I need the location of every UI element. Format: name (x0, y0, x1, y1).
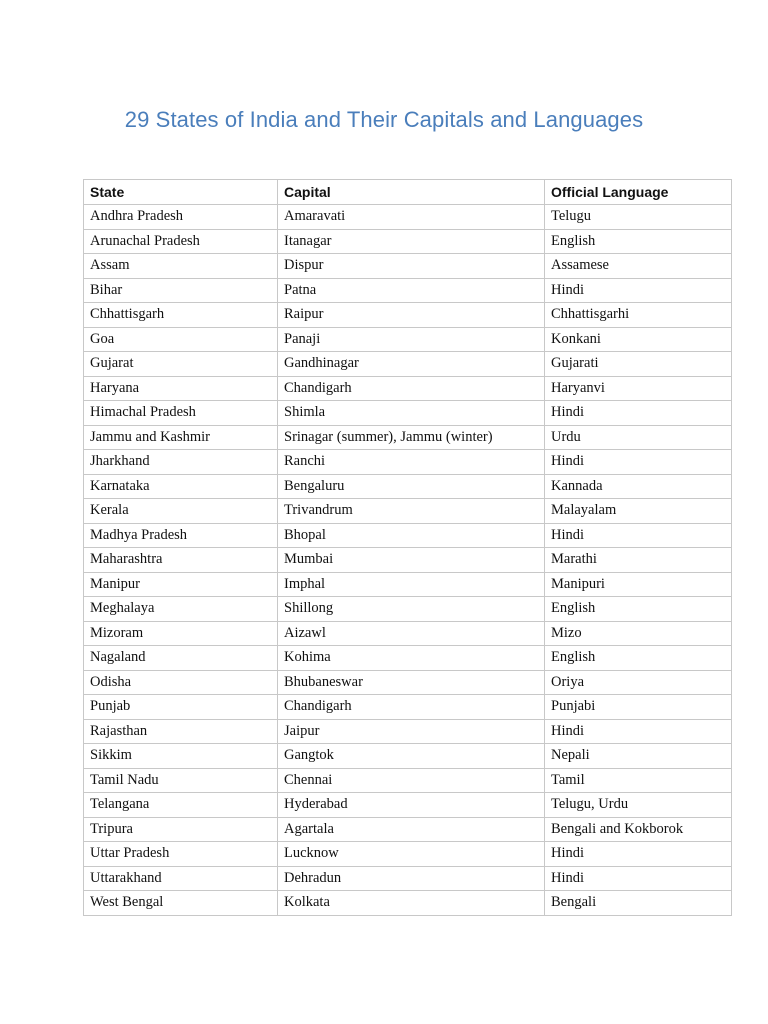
capital-cell: Ranchi (278, 450, 545, 475)
state-cell: Sikkim (84, 744, 278, 769)
table-row (84, 695, 732, 720)
language-cell: Hindi (545, 401, 732, 426)
table-row (84, 499, 732, 524)
language-cell: Manipuri (545, 572, 732, 597)
state-cell: Rajasthan (84, 719, 278, 744)
language-cell: Chhattisgarhi (545, 303, 732, 328)
capital-cell: Raipur (278, 303, 545, 328)
table-row (84, 866, 732, 891)
language-cell: Hindi (545, 523, 732, 548)
capital-cell: Trivandrum (278, 499, 545, 524)
capital-cell: Gangtok (278, 744, 545, 769)
state-cell: Himachal Pradesh (84, 401, 278, 426)
language-cell: Hindi (545, 719, 732, 744)
language-cell: Oriya (545, 670, 732, 695)
language-cell: Kannada (545, 474, 732, 499)
language-cell: Marathi (545, 548, 732, 573)
header-official-language: Official Language (545, 180, 732, 205)
table-header-row (84, 180, 732, 205)
table-row (84, 646, 732, 671)
capital-cell: Imphal (278, 572, 545, 597)
table-row (84, 621, 732, 646)
language-cell: Bengali and Kokborok (545, 817, 732, 842)
table-row (84, 474, 732, 499)
capital-cell: Bengaluru (278, 474, 545, 499)
state-cell: Kerala (84, 499, 278, 524)
capital-cell: Bhubaneswar (278, 670, 545, 695)
states-table-body (84, 205, 732, 916)
capital-cell: Panaji (278, 327, 545, 352)
capital-cell: Chandigarh (278, 376, 545, 401)
state-cell: Andhra Pradesh (84, 205, 278, 230)
capital-cell: Lucknow (278, 842, 545, 867)
language-cell: Malayalam (545, 499, 732, 524)
state-cell: Chhattisgarh (84, 303, 278, 328)
language-cell: Telugu, Urdu (545, 793, 732, 818)
state-cell: Goa (84, 327, 278, 352)
table-row (84, 278, 732, 303)
table-row (84, 719, 732, 744)
capital-cell: Hyderabad (278, 793, 545, 818)
table-row (84, 793, 732, 818)
state-cell: Bihar (84, 278, 278, 303)
state-cell: Nagaland (84, 646, 278, 671)
state-cell: Karnataka (84, 474, 278, 499)
table-row (84, 548, 732, 573)
capital-cell: Aizawl (278, 621, 545, 646)
language-cell: English (545, 229, 732, 254)
capital-cell: Dispur (278, 254, 545, 279)
capital-cell: Jaipur (278, 719, 545, 744)
state-cell: Jharkhand (84, 450, 278, 475)
state-cell: Jammu and Kashmir (84, 425, 278, 450)
table-row (84, 572, 732, 597)
table-row (84, 891, 732, 916)
capital-cell: Kohima (278, 646, 545, 671)
state-cell: Haryana (84, 376, 278, 401)
capital-cell: Kolkata (278, 891, 545, 916)
state-cell: Manipur (84, 572, 278, 597)
states-table (83, 179, 732, 916)
state-cell: Tripura (84, 817, 278, 842)
page-title: 29 States of India and Their Capitals and Languages (124, 107, 644, 132)
capital-cell: Patna (278, 278, 545, 303)
language-cell: Telugu (545, 205, 732, 230)
table-row (84, 670, 732, 695)
language-cell: Hindi (545, 450, 732, 475)
state-cell: Assam (84, 254, 278, 279)
capital-cell: Itanagar (278, 229, 545, 254)
state-cell: Arunachal Pradesh (84, 229, 278, 254)
language-cell: Hindi (545, 842, 732, 867)
language-cell: English (545, 646, 732, 671)
state-cell: Mizoram (84, 621, 278, 646)
language-cell: Punjabi (545, 695, 732, 720)
table-row (84, 327, 732, 352)
capital-cell: Shimla (278, 401, 545, 426)
table-row (84, 352, 732, 377)
language-cell: Mizo (545, 621, 732, 646)
capital-cell: Chennai (278, 768, 545, 793)
header-capital: Capital (278, 180, 545, 205)
language-cell: Haryanvi (545, 376, 732, 401)
language-cell: Gujarati (545, 352, 732, 377)
state-cell: Gujarat (84, 352, 278, 377)
state-cell: Maharashtra (84, 548, 278, 573)
language-cell: Nepali (545, 744, 732, 769)
language-cell: Urdu (545, 425, 732, 450)
table-row (84, 744, 732, 769)
table-row (84, 523, 732, 548)
capital-cell: Dehradun (278, 866, 545, 891)
capital-cell: Gandhinagar (278, 352, 545, 377)
state-cell: Madhya Pradesh (84, 523, 278, 548)
capital-cell: Chandigarh (278, 695, 545, 720)
capital-cell: Srinagar (summer), Jammu (winter) (278, 425, 545, 450)
language-cell: Assamese (545, 254, 732, 279)
language-cell: Bengali (545, 891, 732, 916)
table-row (84, 376, 732, 401)
header-state: State (84, 180, 278, 205)
table-row (84, 401, 732, 426)
state-cell: Meghalaya (84, 597, 278, 622)
table-row (84, 229, 732, 254)
capital-cell: Mumbai (278, 548, 545, 573)
language-cell: Tamil (545, 768, 732, 793)
table-row (84, 597, 732, 622)
state-cell: Uttarakhand (84, 866, 278, 891)
table-row (84, 450, 732, 475)
table-row (84, 768, 732, 793)
table-row (84, 303, 732, 328)
capital-cell: Amaravati (278, 205, 545, 230)
state-cell: West Bengal (84, 891, 278, 916)
table-row (84, 205, 732, 230)
language-cell: Hindi (545, 278, 732, 303)
state-cell: Punjab (84, 695, 278, 720)
state-cell: Uttar Pradesh (84, 842, 278, 867)
state-cell: Tamil Nadu (84, 768, 278, 793)
capital-cell: Agartala (278, 817, 545, 842)
table-row (84, 254, 732, 279)
language-cell: English (545, 597, 732, 622)
language-cell: Hindi (545, 866, 732, 891)
state-cell: Telangana (84, 793, 278, 818)
table-row (84, 842, 732, 867)
language-cell: Konkani (545, 327, 732, 352)
table-row (84, 425, 732, 450)
capital-cell: Bhopal (278, 523, 545, 548)
capital-cell: Shillong (278, 597, 545, 622)
state-cell: Odisha (84, 670, 278, 695)
table-row (84, 817, 732, 842)
